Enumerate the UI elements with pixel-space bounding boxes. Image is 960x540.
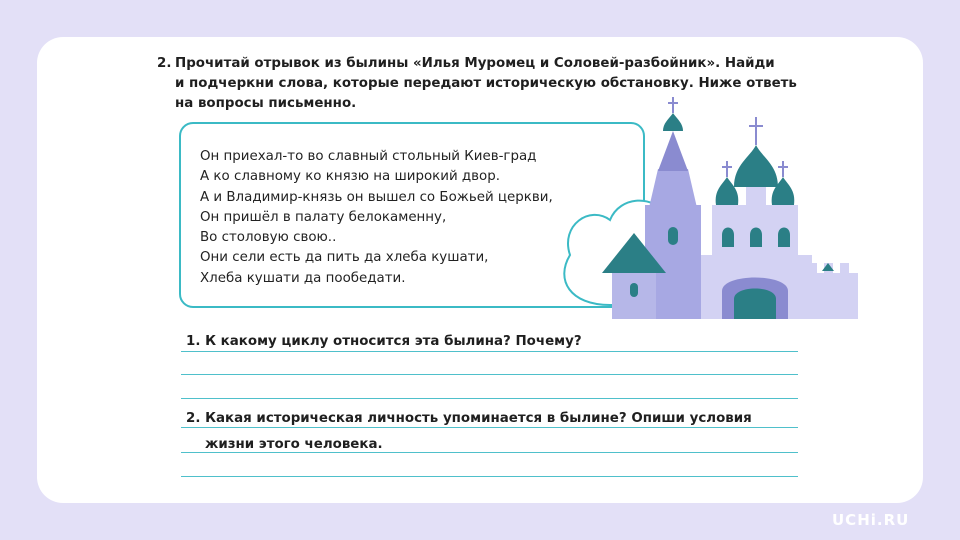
task-line-1: Прочитай отрывок из былины «Илья Муромец и Соловей-разбойник». Найди (175, 56, 775, 71)
answer-line-2[interactable] (181, 374, 798, 375)
poem-line: Он пришёл в палату белокаменну, (200, 209, 447, 225)
question-2-line-1: 2. Какая историческая личность упоминается в былине? Опиши условия (186, 411, 752, 426)
answer-line-3[interactable] (181, 398, 798, 399)
poem-line: Хлеба кушати да пообедати. (200, 270, 406, 286)
answer-line-1[interactable] (181, 351, 798, 352)
question-1: 1. К какому циклу относится эта былина? Почему? (186, 334, 582, 349)
poem-excerpt (200, 147, 553, 289)
poem-line: А ко славному ко князю на широкий двор. (200, 169, 501, 185)
poem-line: А и Владимир-князь он вышел со Божьей церкви, (200, 189, 553, 205)
answer-line-4[interactable] (181, 427, 798, 428)
church-illustration (550, 95, 860, 323)
poem-line: Во столовую свою.. (200, 230, 337, 246)
poem-line: Они сели есть да пить да хлеба кушати, (200, 250, 489, 266)
task-number: 2. (157, 56, 172, 71)
task-line-3: на вопросы письменно. (175, 96, 357, 111)
answer-line-6[interactable] (181, 476, 798, 477)
answer-line-5[interactable] (181, 452, 798, 453)
poem-line: Он приехал-то во славный стольный Киев-град (200, 149, 537, 164)
task-line-2: и подчеркни слова, которые передают историческую обстановку. Ниже ответь (175, 76, 797, 91)
uchi-logo: UCHi.RU (832, 511, 910, 529)
question-2-line-2: жизни этого человека. (205, 437, 383, 452)
